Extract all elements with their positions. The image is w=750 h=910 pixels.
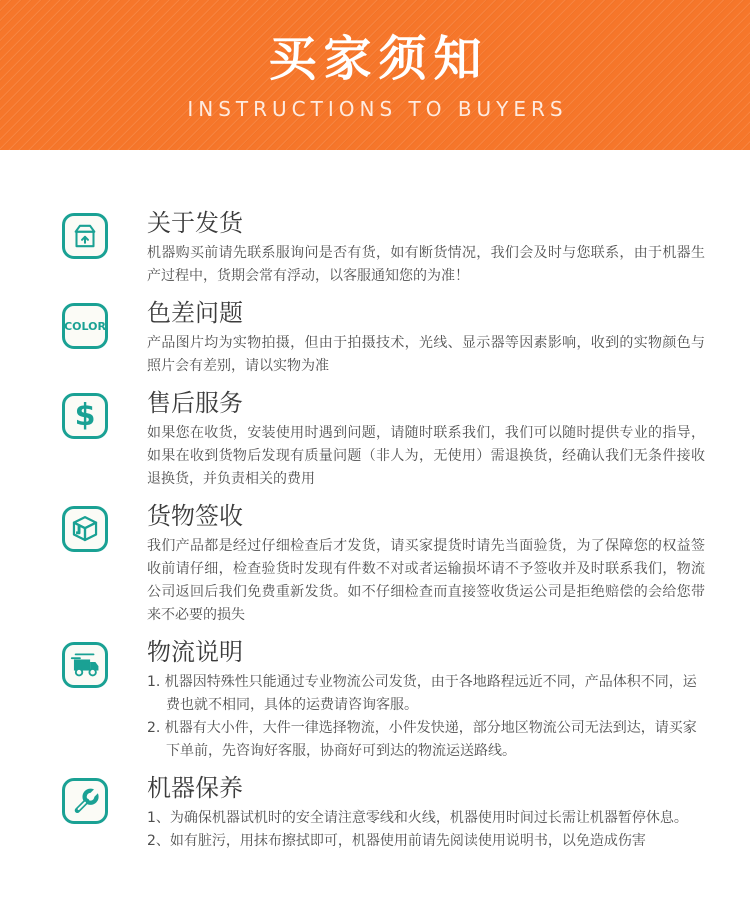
section-title: 货物签收 [147,502,243,530]
section-body: 机器购买前请先联系服询问是否有货，如有断货情况，我们会及时与您联系，由于机器生产过程中，货期会常有浮动，以客服通知您的为准！ [147,245,705,284]
section-body: 如果您在收货，安装使用时遇到问题，请随时联系我们，我们可以随时提供专业的指导，如果在收到货物后发现有质量问题（非人为，无使用）需退换货，经确认我们无条件接收退换货，并负责相关的费用 [147,425,705,487]
section-goods-receipt [62,503,706,627]
sections-list [0,150,750,853]
section-logistics [62,639,706,763]
maintenance-list [147,807,705,853]
delivery-truck-icon [62,642,108,688]
section-after-sales-text [147,390,705,491]
section-after-sales [62,390,706,491]
section-logistics-text [147,639,705,763]
section-goods-receipt-text [147,503,705,627]
section-color-difference [62,300,706,378]
dollar-sign-text: $ [74,398,96,433]
page-title: 买家须知 [268,31,489,87]
dollar-sign-icon [62,393,108,439]
section-maintenance-text [147,775,705,853]
section-body: 我们产品都是经过仔细检查后才发货，请买家提货时请先当面验货，为了保障您的权益签收前请仔细，检查验货时发现有件数不对或者运输损坏请不予签收并及时联系我们，物流公司返回后我们免费重新发货。如不仔细检查而直接签收货运公司是拒绝赔偿的会给您带来不必要的损失 [147,538,705,623]
list-item: 2、如有脏污，用抹布擦拭即可，机器使用前请先阅读使用说明书，以免造成伤害 [147,833,646,849]
section-body: 产品图片均为实物拍摄，但由于拍摄技术，光线、显示器等因素影响，收到的实物颜色与照片会有差别，请以实物为准 [147,335,705,374]
section-title: 色差问题 [147,299,243,327]
color-label-text: COLOR [64,319,106,333]
section-title: 物流说明 [147,638,243,666]
section-title: 售后服务 [147,389,243,417]
section-color-text [147,300,705,378]
wrench-icon [62,778,108,824]
package-box-icon [62,213,108,259]
page-subtitle: INSTRUCTIONS TO BUYERS [187,97,568,121]
header-banner [0,0,750,150]
section-shipping-text [147,210,705,288]
section-maintenance [62,775,706,853]
parcel-cube-icon [62,506,108,552]
section-title: 机器保养 [147,774,243,802]
section-title: 关于发货 [147,209,243,237]
list-item: 1. 机器因特殊性只能通过专业物流公司发货，由于各地路程远近不同，产品体积不同，运费也就不相同，具体的运费请咨询客服。 [147,674,697,713]
color-label-icon [62,303,108,349]
list-item: 2. 机器有大小件，大件一律选择物流，小件发快递，部分地区物流公司无法到达，请买家下单前，先咨询好客服，协商好可到达的物流运送路线。 [147,720,697,759]
section-shipping [62,210,706,288]
list-item: 1、为确保机器试机时的安全请注意零线和火线，机器使用时间过长需让机器暂停休息。 [147,810,688,826]
logistics-list [147,671,705,763]
